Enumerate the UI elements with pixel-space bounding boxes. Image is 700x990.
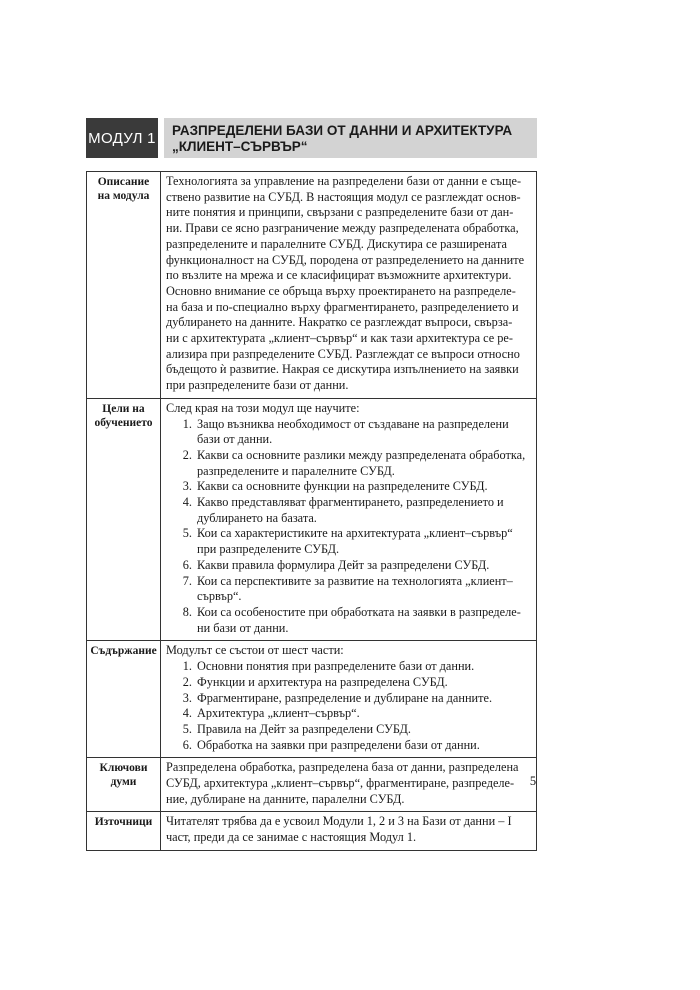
list-item <box>166 722 532 738</box>
list-number: 3. <box>182 690 192 705</box>
list-item <box>166 448 532 479</box>
text-line: ние, дублиране на данните, паралелни СУБД. <box>166 791 405 806</box>
module-title <box>164 118 537 158</box>
row-label-line: на модула <box>97 190 150 202</box>
list-item <box>166 706 532 722</box>
text-line: разпределените и паралелните СУБД. <box>197 463 395 478</box>
text-line: бази от данни. <box>197 432 273 447</box>
text-line: по възлите на мрежа и се класифицират възможните архитектури. <box>166 268 512 283</box>
text-line: Защо възниква необходимост от създаване на разпределени <box>197 416 509 431</box>
text-line: дублирането на базата. <box>197 510 317 525</box>
page-number: 5 <box>529 774 537 788</box>
text-line: дублирането на данните. Накратко се разглеждат въпроси, свърза- <box>166 315 513 330</box>
text-line: ните понятия и принципи, свързани с разпределените бази от дан- <box>166 205 514 220</box>
row-label: Съдържание <box>87 641 161 758</box>
list-number: 1. <box>182 659 192 674</box>
list-number: 5. <box>182 721 192 736</box>
text-line: СУБД, архитектура „клиент–сървър“, фрагментиране, разпределе- <box>166 776 515 791</box>
list-item <box>166 526 532 557</box>
row-label <box>87 758 161 812</box>
text-line: ни. Прави се ясно разграничение между разпределената обработка, <box>166 221 519 236</box>
list-item <box>166 605 532 636</box>
list-item <box>166 479 532 495</box>
row-label-line: Цели на <box>102 402 145 415</box>
list-item <box>166 738 532 754</box>
row-content <box>161 172 537 399</box>
list-number: 2. <box>182 447 192 462</box>
text-line: бъдещото ѝ развитие. Накрая се дискутира изпълнението на заявки <box>166 362 519 377</box>
module-title-line: „КЛИЕНТ–СЪРВЪР“ <box>172 139 308 154</box>
list-text: Функции и архитектура на разпределена СУБД. <box>197 674 448 689</box>
text-line: разпределените и паралелните СУБД. Дискутира се разширената <box>166 236 507 251</box>
list-number: 3. <box>182 479 192 494</box>
row-label-line: обучението <box>94 416 153 429</box>
row-label <box>87 398 161 641</box>
row-content <box>161 812 537 850</box>
list-number: 4. <box>182 706 192 721</box>
contents-list <box>166 659 532 753</box>
list-text: Обработка на заявки при разпределени бази от данни. <box>197 737 480 752</box>
list-text: Основни понятия при разпределените бази от данни. <box>197 659 475 674</box>
text-line: функционалност на СУБД, породена от разпределението на данните <box>166 252 525 267</box>
list-text: Архитектура „клиент–сървър“. <box>197 706 360 721</box>
list-item <box>166 558 532 574</box>
list-number: 5. <box>182 526 192 541</box>
list-item <box>166 574 532 605</box>
table-row-sources <box>87 812 537 850</box>
list-item <box>166 495 532 526</box>
text-line: ализира при разпределените СУБД. Разглеждат се въпроси относно <box>166 346 520 361</box>
text-line: ни с архитектурата „клиент–сървър“ и как тази архитектура се ре- <box>166 331 513 346</box>
text-line: Основно внимание се обръща върху проектирането на разпределе- <box>166 283 516 298</box>
text-line: Какви правила формулира Дейт за разпределени СУБД. <box>197 557 490 572</box>
module-header <box>86 118 537 158</box>
text-line: Читателят трябва да е усвоил Модули 1, 2 и 3 на Бази от данни – I <box>166 814 512 829</box>
list-item <box>166 675 532 691</box>
text-line: при разпределените бази от данни. <box>166 378 349 393</box>
list-number: 7. <box>182 573 192 588</box>
row-content <box>161 758 537 812</box>
list-item <box>166 417 532 448</box>
table-row-goals <box>87 398 537 641</box>
list-number: 6. <box>182 557 192 572</box>
row-label-line: Ключови <box>99 762 148 775</box>
text-line: ствено развитие на СУБД. В настоящия модул се разглеждат основ- <box>166 189 521 204</box>
text-line: Разпределена обработка, разпределена база от данни, разпределена <box>166 760 519 775</box>
module-badge: МОДУЛ 1 <box>86 118 158 158</box>
table-row-contents <box>87 641 537 758</box>
list-intro: След края на този модул ще научите: <box>166 400 360 415</box>
list-number: 8. <box>182 604 192 619</box>
text-line: част, преди да се занимае с настоящия Модул 1. <box>166 830 417 845</box>
text-line: Технологията за управление на разпределени бази от данни е съще- <box>166 174 522 188</box>
list-text: Фрагментиране, разпределение и дублиране на данните. <box>197 690 493 705</box>
text-line: ни бази от данни. <box>197 620 289 635</box>
row-label <box>87 172 161 399</box>
list-number: 2. <box>182 674 192 689</box>
text-line: при разпределените СУБД. <box>197 542 340 557</box>
text-line: Какви са основните функции на разпределените СУБД. <box>197 479 488 494</box>
list-text: Правила на Дейт за разпределени СУБД. <box>197 721 411 736</box>
text-line: Какво представляват фрагментирането, разпределението и <box>197 495 504 510</box>
text-line: Кои са особеностите при обработката на заявки в разпределе- <box>197 604 521 619</box>
text-line: на база и по-специално върху фрагментирането, разпределението и <box>166 299 519 314</box>
row-label-line: думи <box>110 776 137 789</box>
module-info-table <box>86 171 537 851</box>
list-item <box>166 659 532 675</box>
text-line: Кои са характеристиките на архитектурата „клиент–сървър“ <box>197 526 513 541</box>
table-row-keywords <box>87 758 537 812</box>
row-label: Източници <box>87 812 161 850</box>
text-line: Кои са перспективите за развитие на технологията „клиент– <box>197 573 513 588</box>
goals-list <box>166 417 532 637</box>
text-line: Какви са основните разлики между разпределената обработка, <box>197 447 526 462</box>
list-intro: Модулът се състои от шест части: <box>166 643 344 658</box>
row-label-line: Описание <box>97 176 150 188</box>
list-number: 1. <box>182 416 192 431</box>
module-title-line: РАЗПРЕДЕЛЕНИ БАЗИ ОТ ДАННИ И АРХИТЕКТУРА <box>172 123 513 138</box>
row-content <box>161 641 537 758</box>
list-number: 4. <box>182 495 192 510</box>
list-item <box>166 691 532 707</box>
row-content <box>161 398 537 641</box>
list-number: 6. <box>182 737 192 752</box>
table-row-description <box>87 172 537 399</box>
text-line: сървър“. <box>197 589 242 604</box>
